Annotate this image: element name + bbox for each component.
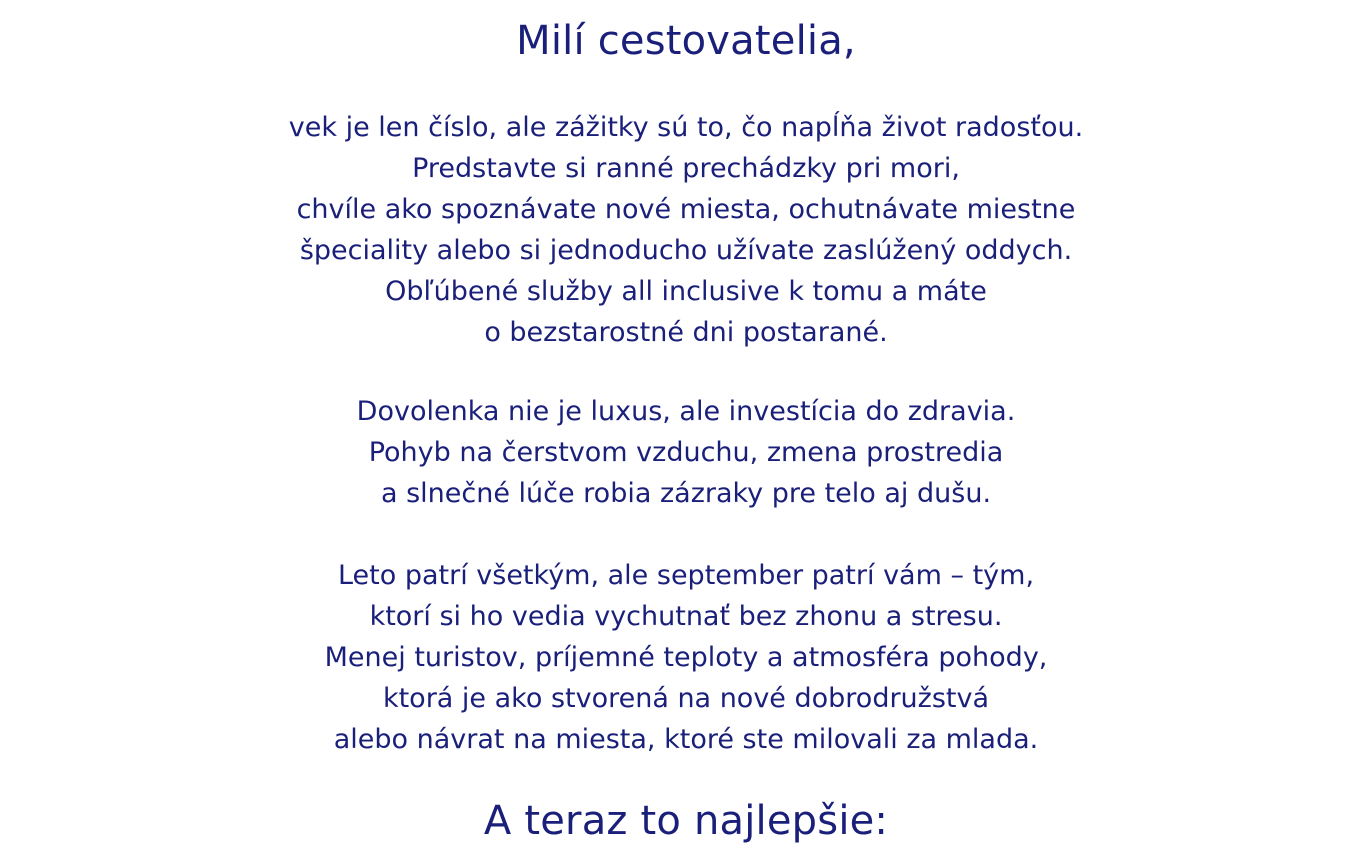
paragraph-line: Obľúbené služby all inclusive k tomu a máte	[385, 276, 987, 307]
paragraph-line: chvíle ako spoznávate nové miesta, ochutnávate miestne	[296, 194, 1076, 225]
closing-heading: A teraz to najlepšie:	[483, 798, 889, 844]
paragraph-line: Predstavte si ranné prechádzky pri mori,	[412, 153, 960, 184]
paragraph-health	[0, 391, 1372, 514]
paragraph-line: a slnečné lúče robia zázraky pre telo aj dušu.	[380, 478, 992, 509]
paragraph-line: ktorí si ho vedia vychutnať bez zhonu a stresu.	[369, 601, 1003, 632]
greeting-heading: Milí cestovatelia,	[516, 18, 856, 64]
paragraph-intro	[0, 107, 1372, 353]
paragraph-line: špeciality alebo si jednoducho užívate zaslúžený oddych.	[299, 235, 1073, 266]
paragraph-line: o bezstarostné dni postarané.	[484, 317, 888, 348]
paragraph-line: Leto patrí všetkým, ale september patrí vám – tým,	[337, 560, 1035, 591]
paragraph-line: Menej turistov, príjemné teploty a atmosféra pohody,	[324, 642, 1048, 673]
paragraph-september	[0, 555, 1372, 760]
paragraph-line: Pohyb na čerstvom vzduchu, zmena prostredia	[368, 437, 1004, 468]
paragraph-line: ktorá je ako stvorená na nové dobrodružstvá	[382, 683, 990, 714]
paragraph-line: alebo návrat na miesta, ktoré ste milovali za mlada.	[333, 724, 1039, 755]
paragraph-line: vek je len číslo, ale zážitky sú to, čo napĺňa život radosťou.	[288, 112, 1084, 143]
paragraph-line: Dovolenka nie je luxus, ale investícia do zdravia.	[356, 396, 1016, 427]
